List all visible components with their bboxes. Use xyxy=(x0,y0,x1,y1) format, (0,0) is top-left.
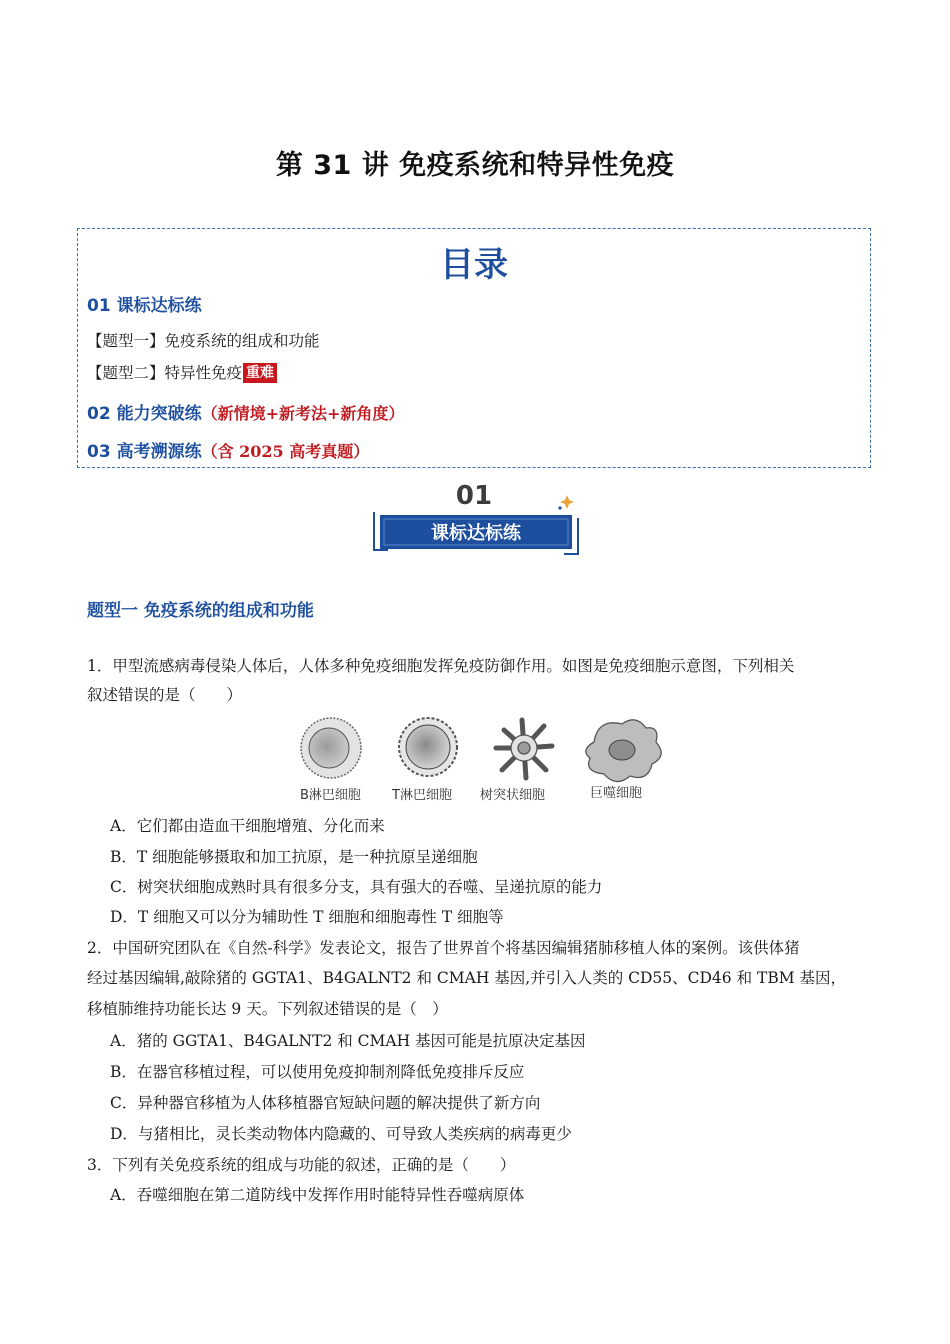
q2-stem-line-2: 经过基因编辑,敲除猪的 GGTA1、B4GALNT2 和 CMAH 基因,并引入人类的 CD55、CD46 和 TBM 基因， xyxy=(87,969,847,987)
cell-label-t: T淋巴细胞 xyxy=(392,788,452,803)
immune-cells-figure xyxy=(298,712,668,804)
toc-section-1-label: 01 课标达标练 xyxy=(87,296,202,316)
section-heading: 题型一 免疫系统的组成和功能 xyxy=(87,601,314,621)
toc-item-2-label: 【题型二】特异性免疫 xyxy=(87,364,243,382)
difficulty-tag: 重难 xyxy=(243,363,277,383)
q1-stem-line-2: 叙述错误的是（ ） xyxy=(87,686,243,704)
toc-section-2-label: 02 能力突破练 xyxy=(87,404,202,424)
dendritic-cell-icon xyxy=(496,720,552,778)
sparkle-dot-icon xyxy=(558,506,561,509)
table-of-contents xyxy=(77,228,871,468)
toc-item-2[interactable] xyxy=(87,361,277,383)
toc-heading: 目录 xyxy=(440,245,508,285)
q3-option-a[interactable]: A．吞噬细胞在第二道防线中发挥作用时能特异性吞噬病原体 xyxy=(110,1186,525,1204)
toc-section-2-note: （新情境+新考法+新角度） xyxy=(201,404,405,423)
toc-section-3-label: 03 高考溯源练 xyxy=(87,442,202,462)
q1-option-d[interactable]: D．T 细胞又可以分为辅助性 T 细胞和细胞毒性 T 细胞等 xyxy=(110,908,504,926)
page-title: 第 31 讲 免疫系统和特异性免疫 xyxy=(275,150,675,181)
q2-option-d[interactable]: D．与猪相比，灵长类动物体内隐藏的、可导致人类疾病的病毒更少 xyxy=(110,1125,572,1143)
toc-item-1[interactable]: 【题型一】免疫系统的组成和功能 xyxy=(87,332,320,350)
t-cell-icon xyxy=(399,718,457,776)
macrophage-icon xyxy=(586,720,661,782)
q2-option-c[interactable]: C．异种器官移植为人体移植器官短缺问题的解决提供了新方向 xyxy=(110,1094,541,1112)
q1-option-a[interactable]: A．它们都由造血干细胞增殖、分化而来 xyxy=(110,817,385,835)
q2-stem-line-3: 移植肺维持功能长达 9 天。下列叙述错误的是（ ） xyxy=(87,1000,448,1018)
cell-label-b: B淋巴细胞 xyxy=(300,788,361,803)
q1-option-c[interactable]: C．树突状细胞成熟时具有很多分支，具有强大的吞噬、呈递抗原的能力 xyxy=(110,878,603,896)
toc-section-2[interactable] xyxy=(87,399,404,424)
q1-stem-line-1: 1．甲型流感病毒侵染人体后，人体多种免疫细胞发挥免疫防御作用。如图是免疫细胞示意图，下列相关 xyxy=(87,657,795,675)
q2-option-b[interactable]: B．在器官移植过程，可以使用免疫抑制剂降低免疫排斥反应 xyxy=(110,1063,525,1081)
toc-section-1[interactable] xyxy=(87,291,202,316)
section-badge xyxy=(372,478,582,558)
q2-stem-line-1: 2．中国研究团队在《自然-科学》发表论文，报告了世界首个将基因编辑猪肺移植人体的案例。该供体猪 xyxy=(87,939,800,957)
sparkle-icon xyxy=(560,495,574,509)
badge-label: 课标达标练 xyxy=(431,523,521,544)
b-cell-icon xyxy=(301,718,361,778)
toc-section-3[interactable] xyxy=(87,437,369,462)
q2-option-a[interactable]: A．猪的 GGTA1、B4GALNT2 和 CMAH 基因可能是抗原决定基因 xyxy=(110,1032,586,1050)
q1-option-b[interactable]: B．T 细胞能够摄取和加工抗原，是一种抗原呈递细胞 xyxy=(110,848,478,866)
badge-number: 01 xyxy=(455,481,493,511)
q3-stem-line-1: 3．下列有关免疫系统的组成与功能的叙述，正确的是（ ） xyxy=(87,1156,516,1174)
toc-section-3-note: （含 2025 高考真题） xyxy=(201,442,370,461)
cell-label-macrophage: 巨噬细胞 xyxy=(590,786,643,801)
cell-label-dendritic: 树突状细胞 xyxy=(480,788,546,803)
